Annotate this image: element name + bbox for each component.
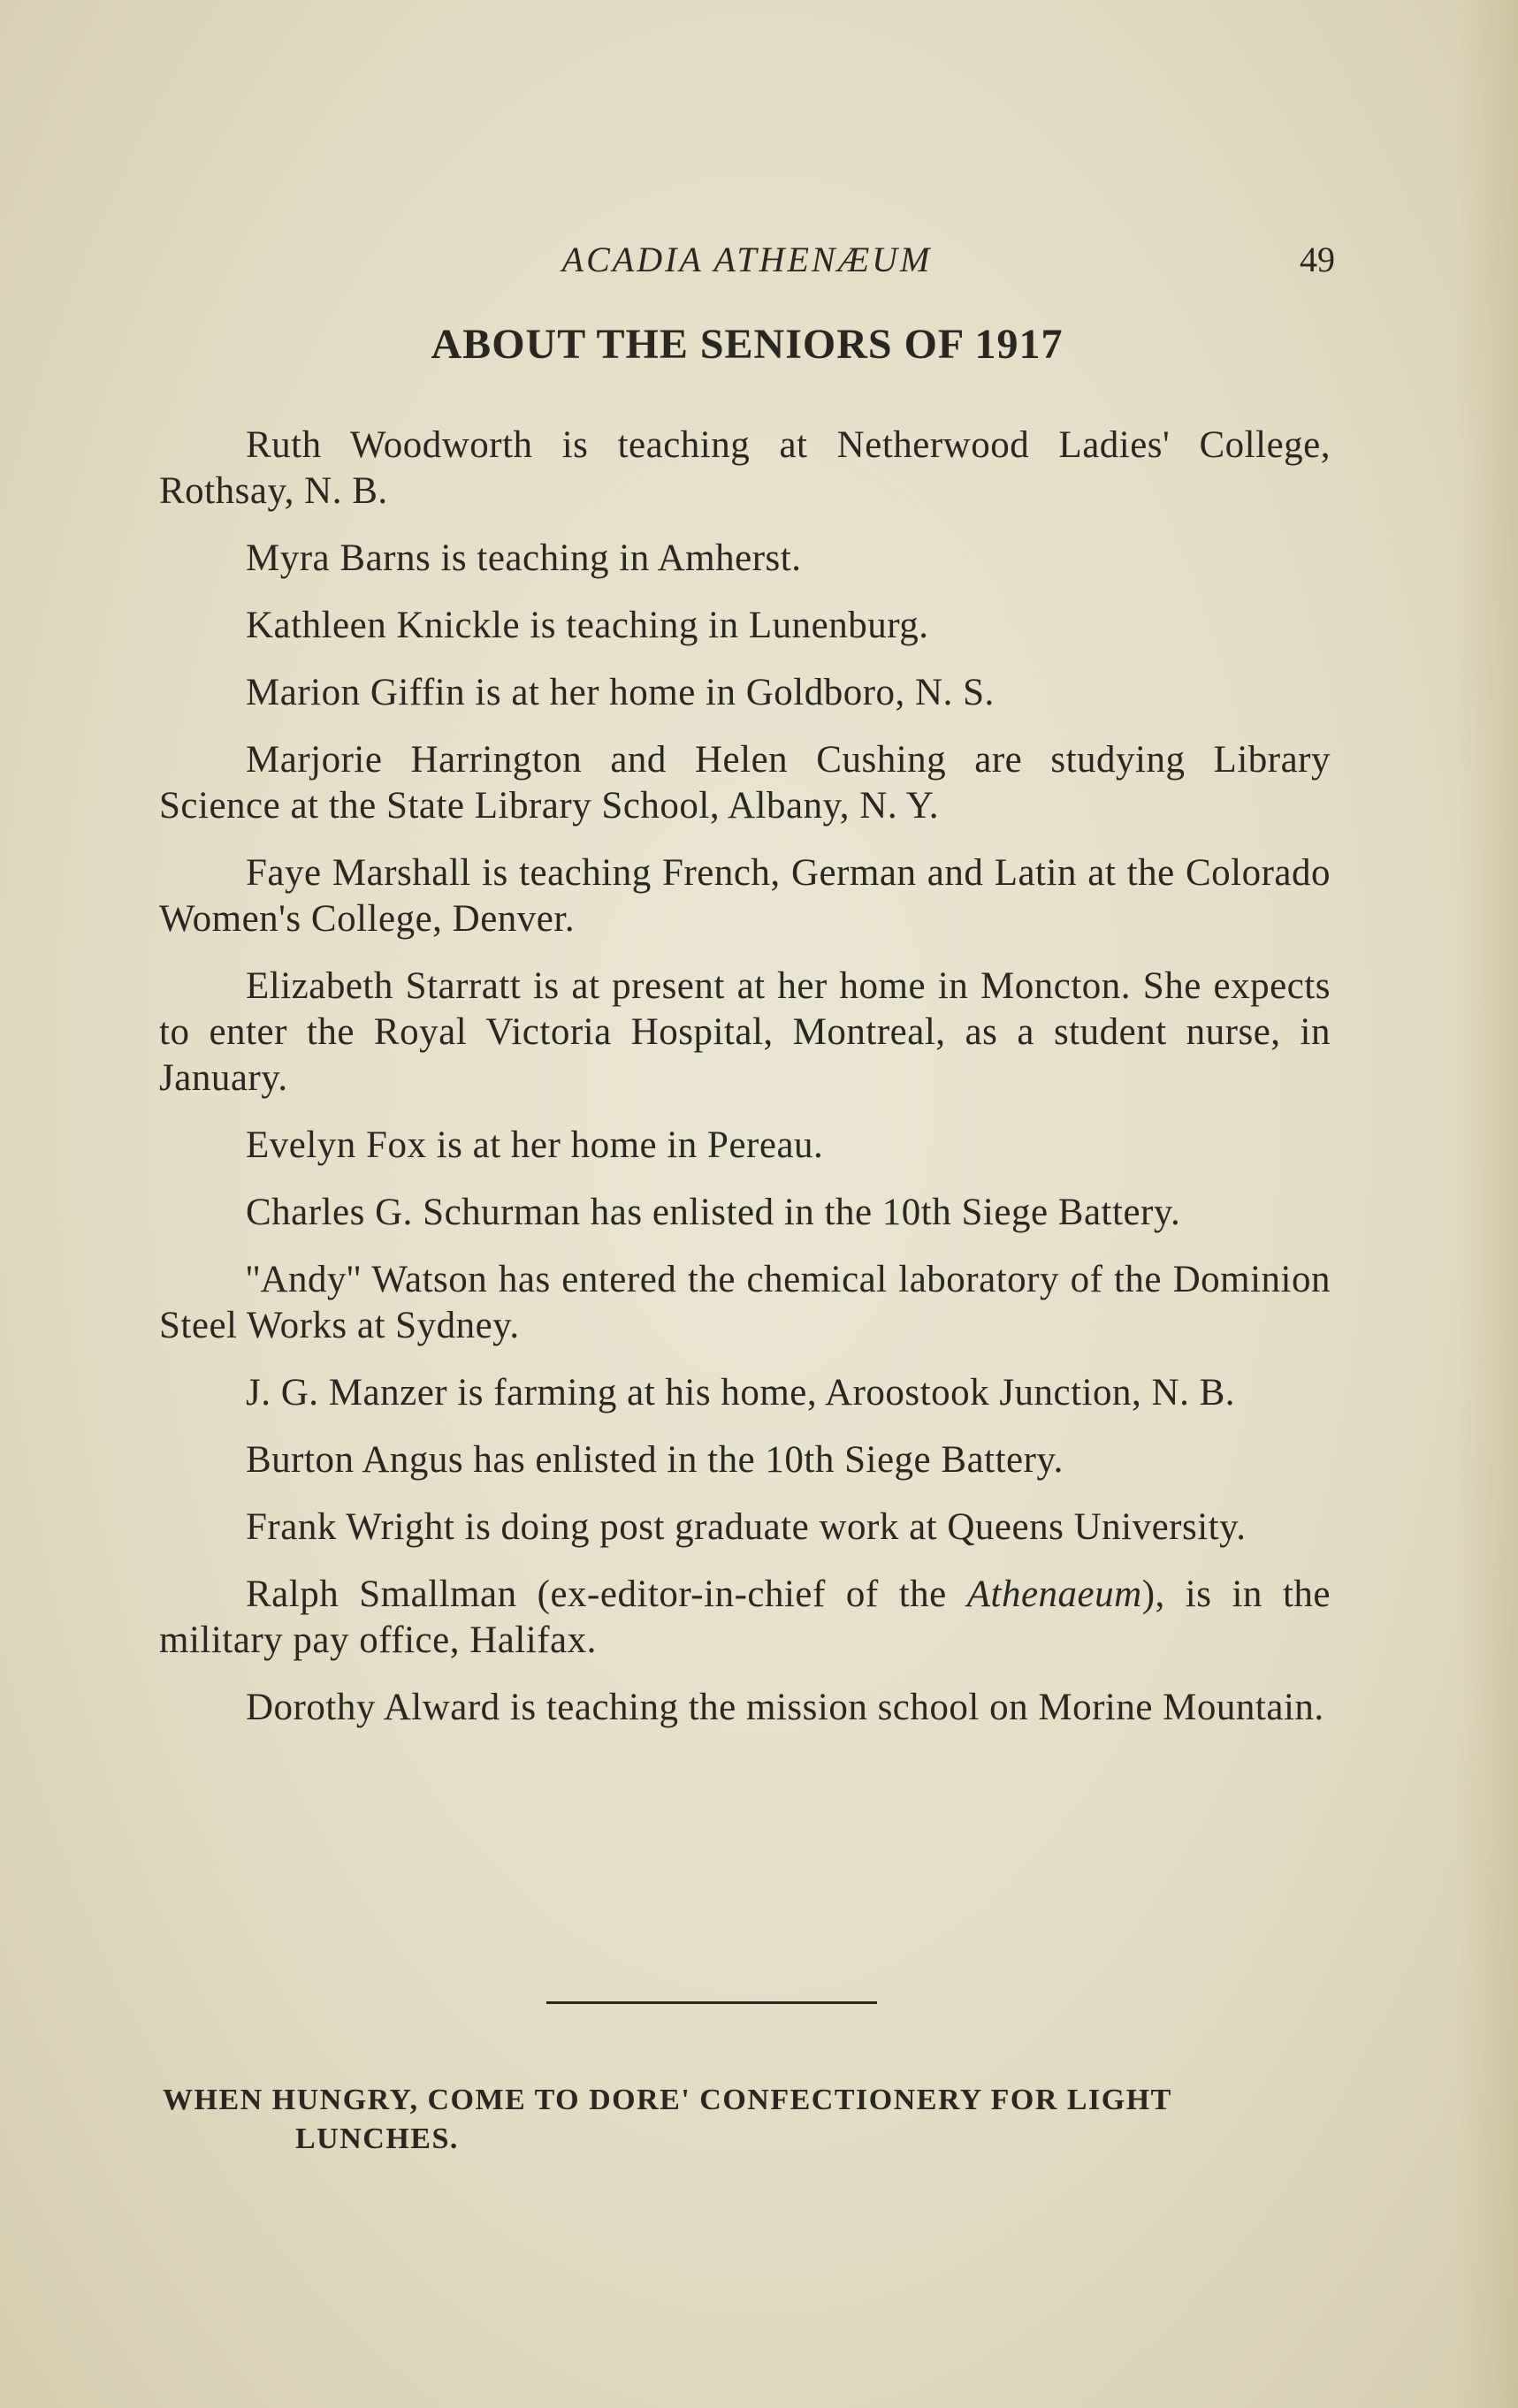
entry-schurman: Charles G. Schurman has enlisted in the 10th Siege Battery. (246, 1192, 1181, 1233)
entry-angus: Burton Angus has enlisted in the 10th Siege Battery. (246, 1439, 1064, 1481)
article-body (159, 423, 1331, 1752)
journal-title: ACADIA ATHENÆUM (561, 240, 933, 279)
section-divider (546, 2001, 877, 2004)
entry-smallman-before: Ralph Smallman (ex-editor-in-chief of the (246, 1574, 967, 1615)
page-number: 49 (1300, 240, 1335, 279)
entry-manzer: J. G. Manzer is farming at his home, Aroostook Junction, N. B. (246, 1372, 1236, 1414)
entry-barns: Myra Barns is teaching in Amherst. (246, 537, 802, 579)
entry-fox: Evelyn Fox is at her home in Pereau. (246, 1124, 824, 1166)
entry-smallman-after: ), is in the military pay office, Halifax. (159, 1574, 1331, 1661)
entry-starratt: Elizabeth Starratt is at present at her home in Moncton. She expects to enter the Royal Victoria Hospital, Montreal, as a student nurse, in January. (159, 965, 1331, 1099)
entry-smallman-italic: Athenaeum (966, 1574, 1142, 1615)
entry-alward: Dorothy Alward is teaching the mission school on Morine Mountain. (246, 1687, 1324, 1728)
entry-smallman (159, 1572, 1331, 1664)
entry-watson: ''Andy'' Watson has entered the chemical laboratory of the Dominion Steel Works at Sydney. (159, 1259, 1331, 1346)
article-title: ABOUT THE SENIORS OF 1917 (431, 321, 1064, 368)
advertisement (163, 2081, 1330, 2159)
running-head (159, 239, 1335, 292)
page-edge-shading (1456, 0, 1518, 2408)
entry-wright: Frank Wright is doing post graduate work at Queens University. (246, 1506, 1247, 1548)
entry-marshall: Faye Marshall is teaching French, German and Latin at the Colorado Women's College, Denver. (159, 852, 1331, 940)
entry-woodworth: Ruth Woodworth is teaching at Netherwood Ladies' College, Rothsay, N. B. (159, 424, 1331, 512)
advert-line-1: WHEN HUNGRY, COME TO DORE' CONFECTIONERY FOR LIGHT (163, 2084, 1172, 2116)
entry-knickle: Kathleen Knickle is teaching in Lunenburg. (246, 605, 929, 646)
entry-harrington-cushing: Marjorie Harrington and Helen Cushing are studying Library Science at the State Library School, Albany, N. Y. (159, 739, 1331, 827)
entry-giffin: Marion Giffin is at her home in Goldboro, N. S. (246, 672, 995, 713)
advert-line-2: LUNCHES. (295, 2122, 459, 2155)
